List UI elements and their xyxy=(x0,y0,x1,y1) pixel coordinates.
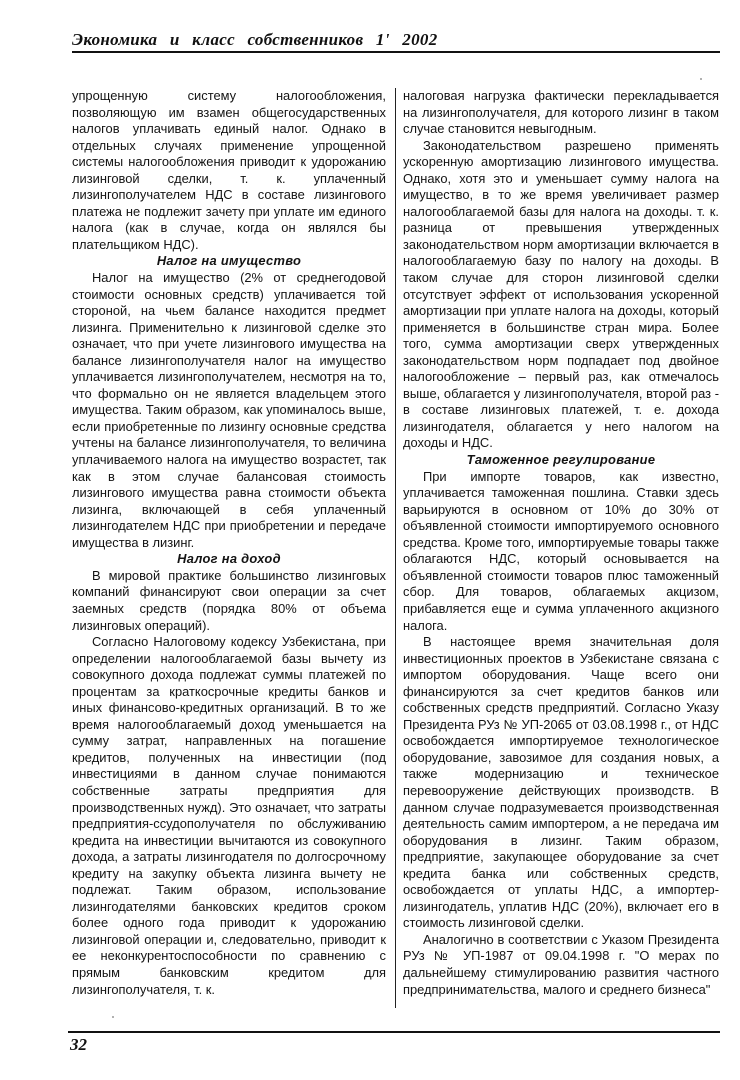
paragraph: В мировой практике большинство лизинговых компаний финансируют свои операции за счет заемных средств (порядка 80% от объема лизинговых операций). xyxy=(72,567,386,633)
left-column xyxy=(72,88,386,998)
paragraph: Законодательством разрешено применять ускоренную амортизацию лизингового имущества. Однако, хотя это и уменьшает сумму налога на имущество, в то же время увеличивает размер налогооблагаемой базы для налога на доходы. т. к. разница от превышения утвержденных законодательством норм амортизации включается в налогооблагаемую базу по налогу на доходы. В таком случае для сторон лизинговой сделки отсутствует эффект от использования ускоренной амортизации при уплате налога на доходы, который применяется в большинстве стран мира. Более того, сумма амортизации сверх утвержденных законодательством норм подпадает под двойное налогообложение – первый раз, как отмечалось выше, облагается у лизингополучателя, второй раз - в составе лизинговых платежей, т. е. дохода лизингодателя, облагается у него налогом на доходы и НДС. xyxy=(403,137,719,451)
scan-speck xyxy=(700,78,702,80)
column-divider xyxy=(395,88,396,1008)
footer-rule xyxy=(68,1031,720,1033)
paragraph: При импорте товаров, как известно, уплачивается таможенная пошлина. Ставки здесь варьируются в основном от 10% до 30% от объявленной стоимости импортируемого основного средства. Кроме того, импортируемые товары также облагаются НДС, который основывается на объявленной стоимости товаров плюс таможенный сбор. Для товаров, облагаемых акцизом, прибавляется еще и сумма уплаченного акцизного налога. xyxy=(403,468,719,633)
journal-title: Экономика и класс собственников 1' 2002 xyxy=(72,30,438,49)
section-heading-income-tax: Налог на доход xyxy=(177,551,281,567)
right-column xyxy=(403,88,719,998)
section-heading-property-tax: Налог на имущество xyxy=(156,253,302,269)
header-rule xyxy=(72,51,720,53)
paragraph: Аналогично в соответствии с Указом Президента РУз № УП-1987 от 09.04.1998 г. "О мерах по дальнейшему стимулированию развития частного предпринимательства, малого и среднего бизнеса" xyxy=(403,931,719,997)
paragraph: упрощенную систему налогообложения, позволяющую им взамен общегосударственных налогов уплачивать единый налог. Однако в отдельных случаях применение упрощенной системы налогообложения приводит к удорожанию лизинговой сделки, т. к. уплаченный лизингополучателем НДС в составе лизингового платежа не подлежит зачету при уплате им единого налога (как в случае, когда он являлся бы плательщиком НДС). xyxy=(72,88,386,252)
paragraph: В настоящее время значительная доля инвестиционных проектов в Узбекистане связана с импортом оборудования. Чаще всего они финансируются за счет кредитов банков или собственных средств предприятий. Согласно Указу Президента РУз № УП-2065 от 03.08.1998 г., от НДС освобождается импортируемое технологическое оборудование, завозимое для создания новых, а также модернизацию и техническое перевооружение действующих производств. В данном случае подразумевается производственная деятельность самим импортером, а не передача им оборудования в лизинг. Таким образом, предприятие, закупающее оборудование за счет кредита банка или собственных средств, освобождается от уплаты НДС, а импортер-лизингодатель, уплатив НДС (20%), включает его в стоимость лизинговой сделки. xyxy=(403,634,719,931)
paragraph: Согласно Налоговому кодексу Узбекистана, при определении налогооблагаемой базы вычету из совокупного дохода подлежат суммы платежей по процентам за краткосрочные кредиты банков и иных финансово-кредитных организаций. В то же время налогооблагаемый доход уменьшается на сумму затрат, направленных на погашение кредитов, полученных на инвестиции (под инвестициями в данном случае понимаются собственные затраты предприятия для производственных нужд). Это означает, что затраты предприятия-ссудополучателя по обслуживанию кредита на инвестиции вычитаются из совокупного дохода, а затраты лизингодателя по долгосрочному кредиту на закупку объекта лизинга вычету не подлежат. Таким образом, использование лизингодателями банковских кредитов сроком более одного года приводит к удорожанию лизинговой операции и, следовательно, приводит к ее неконкурентоспособности по сравнению с прямым банковским кредитом для лизингополучателя, т. к. xyxy=(72,634,386,997)
paragraph: Налог на имущество (2% от среднегодовой стоимости основных средств) уплачивается той стороной, на чьем балансе находится предмет лизинга. Применительно к лизинговой сделке это означает, что при учете лизингового имущества на балансе лизингополучателя налог на имущество уплачивается лизингополучателем, несмотря на то, что формально он не является владельцем этого имущества. Таким образом, как упоминалось выше, если приобретенные по лизингу основные средства учтены на балансе лизингополучателя, то величина уплачиваемого налога на имущество возрастет, так как в этом случае балансовая стоимость лизингового имущества равна стоимости объекта лизинга, включающей в себя уплаченный лизингодателем НДС при приобретении и передаче имущества в лизинг. xyxy=(72,270,386,550)
paragraph: налоговая нагрузка фактически перекладывается на лизингополучателя, для которого лизинг в таком случае становится невыгодным. xyxy=(403,88,719,137)
page-number: 32 xyxy=(70,1035,87,1054)
scan-speck xyxy=(112,1016,114,1018)
section-heading-customs: Таможенное регулирование xyxy=(466,452,656,468)
